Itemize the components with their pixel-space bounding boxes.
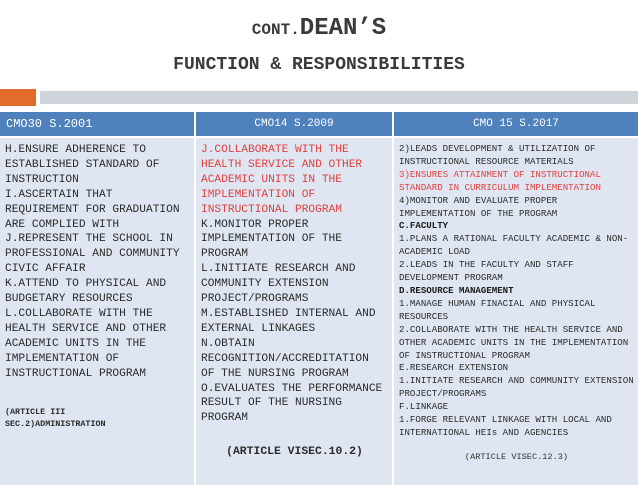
header-cmo15: CMO 15 S.2017 xyxy=(393,112,638,137)
cmo15-faculty-items: 1.PLANS A RATIONAL FACULTY ACADEMIC & NON-ACADEMIC LOAD 2.LEADS IN THE FACULTY AND STAFF DEVELOPMENT PROGRAM xyxy=(399,233,629,284)
table-header-row xyxy=(0,112,638,137)
cmo15-item-4: 4)MONITOR AND EVALUATE PROPER IMPLEMENTATION OF THE PROGRAM xyxy=(399,194,558,219)
cell-cmo15 xyxy=(393,137,638,485)
title-prefix: CONT. xyxy=(251,21,300,39)
comparison-table xyxy=(0,112,638,485)
cmo14-highlight-text: J.COLLABORATE WITH THE HEALTH SERVICE AND OTHER ACADEMIC UNITS IN THE IMPLEMENTATION OF INSTRUCTIONAL PROGRAM xyxy=(201,144,363,216)
cell-cmo14 xyxy=(195,137,393,485)
accent-bar xyxy=(0,89,36,106)
cmo14-text: K.MONITOR PROPER IMPLEMENTATION OF THE PROGRAM L.INITIATE RESEARCH AND COMMUNITY EXTENSION PROJECT/PROGRAMS M.ESTABLISHED INTERNAL AND EXTERNAL LINKAGES N.OBTAIN RECOGNITION/ACCREDITATION OF THE NURSING PROGRAM O.EVALUATES THE PERFORMANCE RESULT OF THE NURSING PROGRAM xyxy=(201,218,383,425)
cmo15-item-2: 2)LEADS DEVELOPMENT & UTILIZATION OF INSTRUCTIONAL RESOURCE MATERIALS xyxy=(399,143,596,167)
slide-subtitle: FUNCTION & RESPONSIBILITIES xyxy=(173,55,465,75)
cmo15-item-3-highlight: 3)ENSURES ATTAINMENT OF INSTRUCTIONAL STANDARD IN CURRICULUM IMPLEMENTATION xyxy=(399,168,601,193)
cmo15-resource-items: 1.MANAGE HUMAN FINACIAL AND PHYSICAL RESOURCES 2.COLLABORATE WITH THE HEALTH SERVICE AND OTHER ACADEMIC UNITS IN THE IMPLEMENTATION OF INSTRUCTIONAL PROGRAM E.RESEARCH EXTENSION 1.INITIATE RESEARCH AND COMMUNITY EXTENSION PROJECT/PROGRAMS F.LINKAGE 1.FORGE RELEVANT LINKAGE WITH LOCAL AND INTERNATIONAL HEIs AND AGENCIES xyxy=(399,297,634,438)
header-cmo14: CMO14 S.2009 xyxy=(195,112,393,137)
table-row xyxy=(0,137,638,485)
cmo30-note: (ARTICLE III SEC.2)ADMINISTRATION xyxy=(5,406,106,429)
title-main: DEAN’S xyxy=(299,15,387,42)
cmo15-note: (ARTICLE VISEC.12.3) xyxy=(464,451,569,462)
cmo30-text: H.ENSURE ADHERENCE TO ESTABLISHED STANDARD OF INSTRUCTION I.ASCERTAIN THAT REQUIREMENT FOR GRADUATION ARE COMPLIED WITH J.REPRESENT THE SCHOOL IN PROFESSIONAL AND COMMUNITY CIVIC AFFAIR K.ATTEND TO PHYSICAL AND BUDGETARY RESOURCES L.COLLABORATE WITH THE HEALTH SERVICE AND OTHER ACADEMIC UNITS IN THE IMPLEMENTATION OF INSTRUCTIONAL PROGRAM xyxy=(5,144,180,380)
header-cmo30: CMO30 S.2001 xyxy=(0,112,195,137)
cmo15-heading-resource: D.RESOURCE MANAGEMENT xyxy=(399,284,514,296)
cmo14-note: (ARTICLE VISEC.10.2) xyxy=(226,446,363,459)
divider-bar xyxy=(40,91,638,104)
slide-title xyxy=(0,14,638,77)
cmo15-heading-faculty: C.FACULTY xyxy=(399,220,449,232)
cell-cmo30 xyxy=(0,137,195,485)
